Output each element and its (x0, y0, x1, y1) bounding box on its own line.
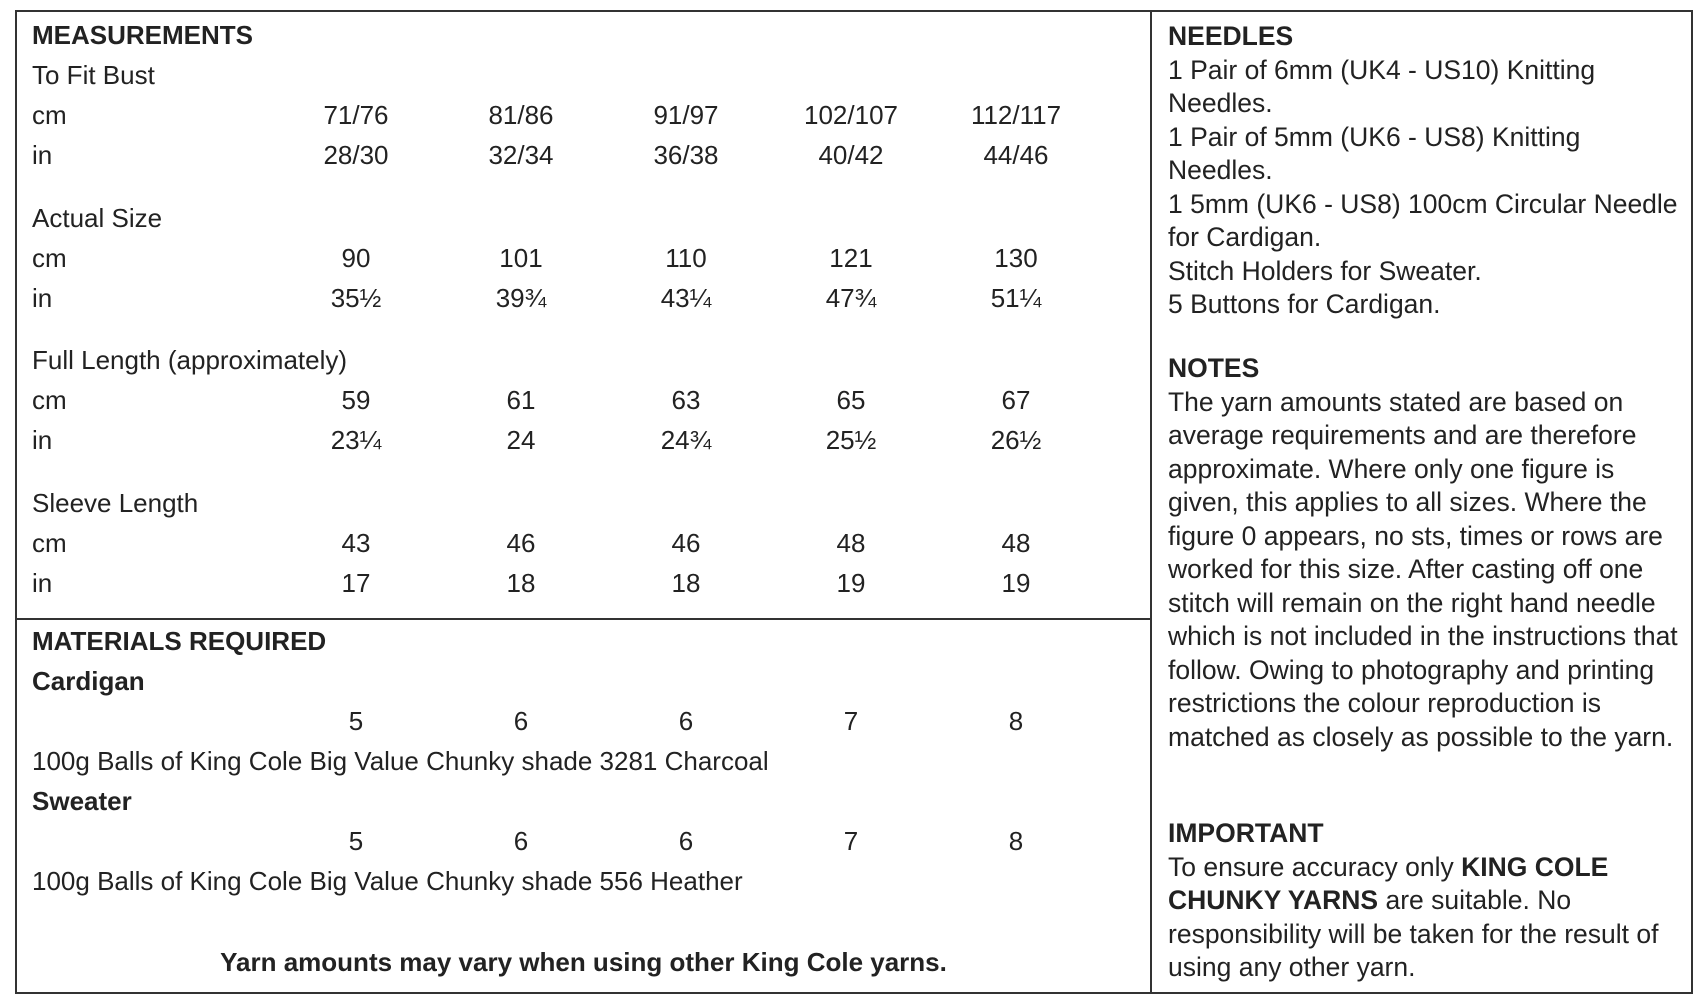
size-value: 65 (836, 385, 866, 415)
size-value: 39¾ (495, 283, 547, 313)
size-value: 81/86 (488, 100, 554, 130)
sweater-yarn-description: 100g Balls of King Cole Big Value Chunky shade 556 Heather (32, 866, 743, 896)
ball-count: 6 (513, 706, 529, 736)
measurements-heading: MEASUREMENTS (32, 20, 254, 50)
ball-count: 5 (348, 706, 364, 736)
needle-item: 1 5mm (UK6 - US8) 100cm Circular Needle for Cardigan. (1168, 188, 1678, 252)
size-value: 102/107 (804, 100, 898, 130)
needle-item: 5 Buttons for Cardigan. (1168, 289, 1441, 319)
important-heading: IMPORTANT (1168, 818, 1324, 848)
ball-count: 8 (1008, 706, 1024, 736)
size-value: 46 (671, 528, 701, 558)
unit-label: cm (32, 385, 67, 415)
needles-section (1168, 20, 1683, 322)
ball-count: 8 (1008, 826, 1024, 856)
size-value: 130 (994, 243, 1038, 273)
size-value: 59 (341, 385, 371, 415)
size-value: 24¾ (660, 425, 712, 455)
size-value: 40/42 (818, 140, 884, 170)
size-value: 71/76 (323, 100, 389, 130)
size-value: 32/34 (488, 140, 554, 170)
unit-label: cm (32, 100, 67, 130)
size-value: 43 (341, 528, 371, 558)
unit-label: in (32, 425, 53, 455)
needle-item: Stitch Holders for Sweater. (1168, 255, 1482, 286)
size-value: 18 (671, 568, 701, 598)
size-value: 112/117 (970, 100, 1062, 130)
size-value: 23¼ (330, 425, 382, 455)
size-value: 101 (499, 243, 543, 273)
needle-item: 1 Pair of 5mm (UK6 - US8) Knitting Needles. (1168, 121, 1581, 185)
full-length-label: Full Length (approximately) (32, 345, 348, 375)
sweater-label: Sweater (32, 786, 132, 816)
ball-count: 6 (678, 706, 694, 736)
size-value: 18 (506, 568, 536, 598)
size-value: 91/97 (653, 100, 719, 130)
size-value: 47¾ (825, 283, 877, 313)
important-text (1168, 851, 1683, 985)
size-value: 17 (341, 568, 371, 598)
size-value: 61 (506, 385, 536, 415)
needles-heading: NEEDLES (1168, 21, 1294, 51)
important-text-after: are suitable. No responsibility will be taken for the result of using any other yarn. (1168, 885, 1659, 982)
size-value: 24 (506, 425, 536, 455)
column-divider (1150, 10, 1152, 994)
cardigan-label: Cardigan (32, 666, 145, 696)
ball-count: 6 (678, 826, 694, 856)
size-value: 110 (665, 243, 707, 273)
size-value: 25½ (825, 425, 877, 455)
materials-heading: MATERIALS REQUIRED (32, 626, 327, 656)
needle-item: 1 Pair of 6mm (UK4 - US10) Knitting Needles. (1168, 54, 1596, 118)
ball-count: 7 (843, 826, 859, 856)
notes-section (1168, 352, 1683, 754)
unit-label: cm (32, 528, 67, 558)
important-brand: KING COLE CHUNKY YARNS (1168, 851, 1609, 915)
ball-count: 6 (513, 826, 529, 856)
unit-label: in (32, 568, 53, 598)
cardigan-yarn-description: 100g Balls of King Cole Big Value Chunky shade 3281 Charcoal (32, 746, 769, 776)
important-text-before: To ensure accuracy only (1168, 851, 1462, 882)
size-value: 19 (836, 568, 866, 598)
ball-count: 7 (843, 706, 859, 736)
size-value: 28/30 (323, 140, 389, 170)
size-value: 26½ (990, 425, 1042, 455)
actual-size-label: Actual Size (32, 203, 163, 233)
yarn-footnote: Yarn amounts may vary when using other King Cole yarns. (220, 947, 947, 977)
size-value: 44/46 (983, 140, 1049, 170)
unit-label: in (32, 140, 53, 170)
unit-label: cm (32, 243, 67, 273)
section-divider (15, 618, 1152, 620)
size-value: 67 (1001, 385, 1031, 415)
notes-text: The yarn amounts stated are based on average requirements and are therefore approximate. Where only one figure is given, this applies to all sizes. Where the figure 0 appears, no sts, times or rows are worked for this size. After casting off one stitch will remain on the right hand needle which is not included in the instructions that follow. Owing to photography and printing restrictions the colour reproduction is matched as closely as possible to the yarn. (1168, 386, 1678, 752)
notes-heading: NOTES (1168, 353, 1260, 383)
size-value: 46 (506, 528, 536, 558)
size-value: 48 (1001, 528, 1031, 558)
size-value: 19 (1001, 568, 1031, 598)
size-value: 35½ (330, 283, 382, 313)
size-value: 121 (829, 243, 873, 273)
size-value: 43¼ (660, 283, 712, 313)
size-value: 51¼ (990, 283, 1042, 313)
unit-label: in (32, 283, 53, 313)
ball-count: 5 (348, 826, 364, 856)
size-value: 63 (671, 385, 701, 415)
size-value: 90 (341, 243, 371, 273)
size-value: 48 (836, 528, 866, 558)
size-value: 36/38 (653, 140, 719, 170)
important-section (1168, 817, 1683, 985)
to-fit-bust-label: To Fit Bust (32, 60, 155, 90)
sleeve-length-label: Sleeve Length (32, 488, 199, 518)
